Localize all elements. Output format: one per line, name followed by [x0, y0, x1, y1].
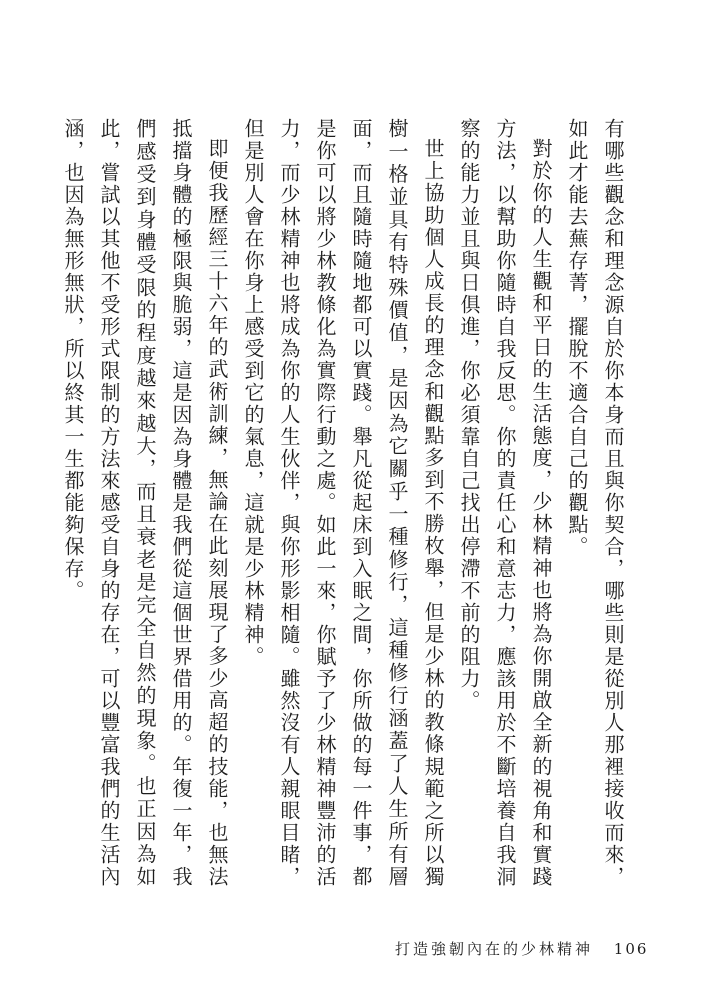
paragraph-3: 世上協助個人成長的理念和觀點多到不勝枚舉，但是少林的教條規範之所以獨樹一格並具有特殊價值，是因為它關乎一種修行，這種修行涵蓋了人生所有層面，而且隨時隨地都可以實踐。舉凡從起床到入眠之間，你所做的每一件事，都是你可以將少林教條化為實際行動之處。如此一來，你賦予了少林精神豐沛的活力，而少林精神也將成為你的人生伙伴，與你形影相隨。雖然沒有人親眼目睹，但是別人會在你身上感受到它的氣息，這就是少林精神。	[241, 118, 445, 888]
paragraph-1: 有哪些觀念和理念源自於你本身而且與你契合，哪些則是從別人那裡接收而來，如此才能去蕪存菁，擺脫不適合自己的觀點。	[565, 118, 625, 888]
running-title: 打造強韌內在的少林精神	[395, 940, 594, 958]
paragraph-4: 即便我歷經三十六年的武術訓練，無論在此刻展現了多少高超的技能，也無法抵擋身體的極限與脆弱，這是因為身體是我們從這個世界借用的。年復一年，我們感受到身體受限的程度越來越大，而且衰老是完全自然的現象。也正因為如此，嘗試以其他不受形式限制的方法來感受自身的存在，可以豐富我們的生活內涵，也因為無形無狀，所以終其一生都能夠保存。	[61, 118, 229, 888]
page-footer	[395, 938, 648, 959]
vertical-text-block	[61, 118, 631, 888]
paragraph-2: 對於你的人生觀和平日的生活態度，少林精神也將為你開啟全新的視角和實踐方法，以幫助你隨時自我反思。你的責任心和意志力，應該用於不斷培養自我洞察的能力並且與日俱進，你必須靠自己找出停滯不前的阻力。	[457, 118, 553, 888]
page-number: 106	[613, 940, 649, 958]
